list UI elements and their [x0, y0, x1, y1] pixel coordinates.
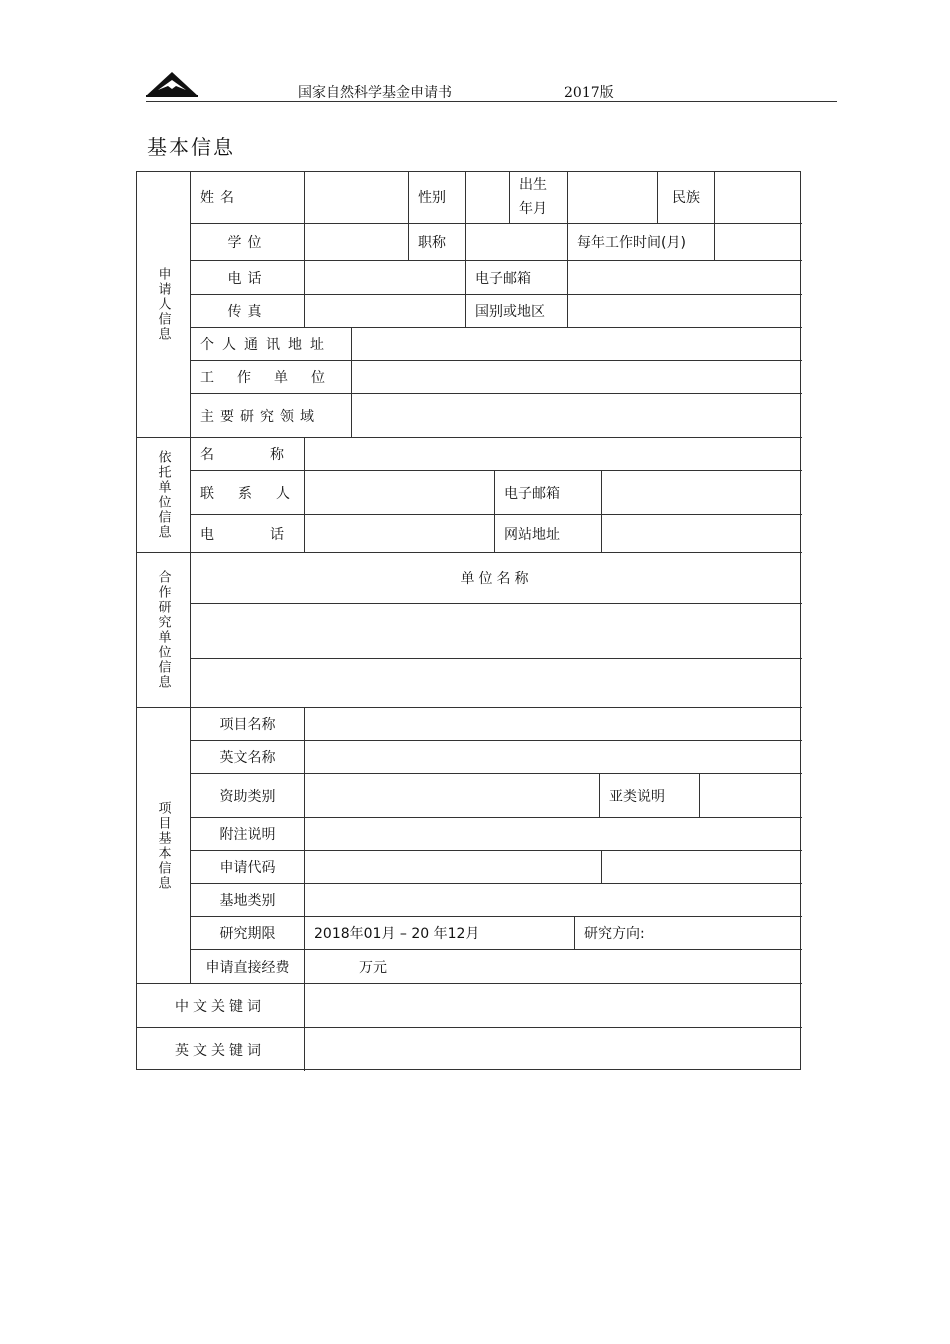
field-host-email[interactable]	[601, 470, 802, 514]
label-host-name: 名称	[190, 437, 304, 470]
field-address[interactable]	[351, 327, 802, 360]
field-partner-unit-1[interactable]	[190, 603, 802, 659]
label-host-contact: 联系人	[190, 470, 304, 514]
section-title: 基本信息	[147, 135, 235, 159]
label-email: 电子邮箱	[465, 260, 567, 294]
field-funding-type[interactable]	[304, 773, 599, 817]
label-degree: 学位	[190, 223, 304, 260]
field-name[interactable]	[304, 171, 408, 223]
field-en-name[interactable]	[304, 740, 802, 773]
label-host-phone: 电话	[190, 514, 304, 552]
field-note[interactable]	[304, 817, 802, 850]
field-title[interactable]	[465, 223, 567, 260]
field-gender[interactable]	[465, 171, 509, 223]
label-fax: 传真	[190, 294, 304, 327]
field-partner-unit-2[interactable]	[190, 658, 802, 707]
budget-unit: 万元	[359, 959, 387, 976]
field-keywords-en[interactable]	[304, 1027, 802, 1071]
label-employer: 工作单位	[190, 360, 351, 393]
label-country: 国别或地区	[465, 294, 567, 327]
field-birth[interactable]	[567, 171, 657, 223]
group-label-applicant: 申请人信息	[155, 266, 171, 342]
field-project-name[interactable]	[304, 707, 802, 740]
header-title: 国家自然科学基金申请书	[298, 85, 452, 101]
label-budget: 申请直接经费	[190, 949, 304, 983]
label-gender: 性别	[408, 171, 465, 223]
field-period[interactable]: 2018年01月 – 20 年12月	[304, 916, 574, 949]
label-title: 职称	[408, 223, 465, 260]
basic-info-form	[136, 171, 801, 1070]
field-employer[interactable]	[351, 360, 802, 393]
nsfc-logo-icon	[146, 70, 198, 98]
group-label-host: 依托单位信息	[136, 437, 190, 552]
header-rule	[146, 101, 837, 102]
label-period: 研究期限	[190, 916, 304, 949]
label-keywords-cn: 中文关键词	[136, 983, 304, 1027]
field-research-field[interactable]	[351, 393, 802, 437]
label-host-email: 电子邮箱	[494, 470, 601, 514]
label-name: 姓名	[190, 171, 304, 223]
label-work-time: 每年工作时间(月)	[567, 223, 714, 260]
field-fax[interactable]	[304, 294, 465, 327]
field-degree[interactable]	[304, 223, 408, 260]
field-country[interactable]	[567, 294, 802, 327]
label-ethnicity: 民族	[657, 171, 714, 223]
label-en-name: 英文名称	[190, 740, 304, 773]
field-budget[interactable]	[304, 949, 802, 983]
field-direction[interactable]: 研究方向:	[574, 916, 802, 949]
label-funding-type: 资助类别	[190, 773, 304, 817]
page-header	[146, 66, 837, 104]
field-ethnicity[interactable]	[714, 171, 802, 223]
field-email[interactable]	[567, 260, 802, 294]
label-note: 附注说明	[190, 817, 304, 850]
label-project-name: 项目名称	[190, 707, 304, 740]
group-label-project: 项目基本信息	[136, 707, 190, 983]
label-phone: 电话	[190, 260, 304, 294]
label-partner-unit: 单位名称	[190, 552, 802, 603]
field-host-website[interactable]	[601, 514, 802, 552]
label-subtype: 亚类说明	[599, 773, 699, 817]
field-keywords-cn[interactable]	[304, 983, 802, 1027]
field-host-contact[interactable]	[304, 470, 494, 514]
label-address: 个人通讯地址	[190, 327, 351, 360]
label-research-field: 主要研究领域	[190, 393, 351, 437]
field-phone[interactable]	[304, 260, 465, 294]
field-host-name[interactable]	[304, 437, 802, 470]
field-work-time[interactable]	[714, 223, 802, 260]
label-birth: 出生年月	[509, 171, 567, 223]
label-keywords-en: 英文关键词	[136, 1027, 304, 1071]
label-code: 申请代码	[190, 850, 304, 883]
field-host-phone[interactable]	[304, 514, 494, 552]
label-base-type: 基地类别	[190, 883, 304, 916]
field-code-1[interactable]	[304, 850, 601, 883]
field-base-type[interactable]	[304, 883, 802, 916]
field-code-2[interactable]	[601, 850, 802, 883]
label-host-website: 网站地址	[494, 514, 601, 552]
field-subtype[interactable]	[699, 773, 802, 817]
header-version: 2017版	[564, 85, 614, 101]
group-label-partner: 合作研究单位信息	[136, 552, 190, 707]
